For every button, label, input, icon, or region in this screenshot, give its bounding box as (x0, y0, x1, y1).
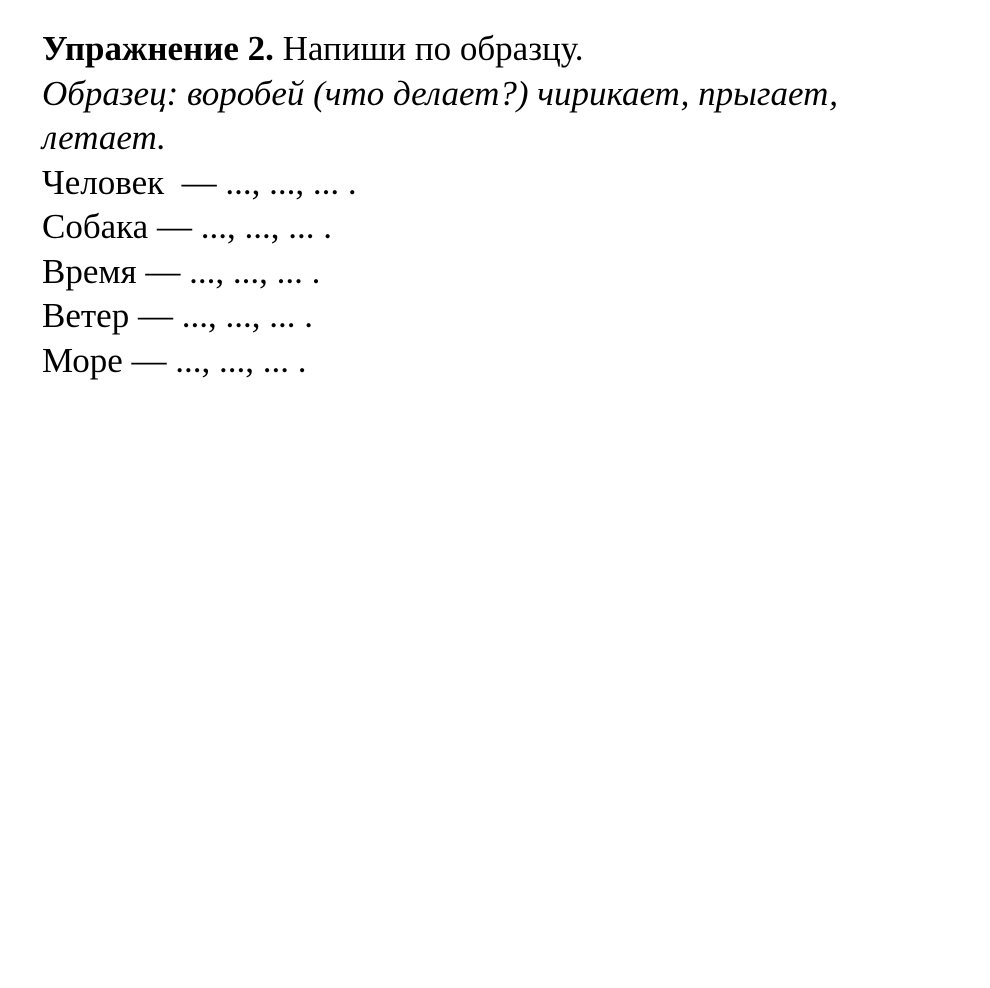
exercise-item-more: Море — ..., ..., ... . (42, 340, 307, 380)
exercise-item-veter: Ветер — ..., ..., ... . (42, 296, 313, 335)
example-text: Образец: воробей (что делает?) чирикает, прыгает, летает. (42, 73, 847, 157)
exercise-item-chelovek: Человек — ..., ..., ... . (42, 162, 357, 202)
exercise-title (42, 27, 960, 72)
exercise-item-vremya: Время — ..., ..., ... . (42, 251, 321, 291)
exercise-number: Упражнение 2. (42, 29, 274, 68)
exercise-instruction: Напиши по образцу. (273, 29, 584, 68)
exercise-item-sobaka: Собака — ..., ..., ... . (42, 207, 332, 246)
